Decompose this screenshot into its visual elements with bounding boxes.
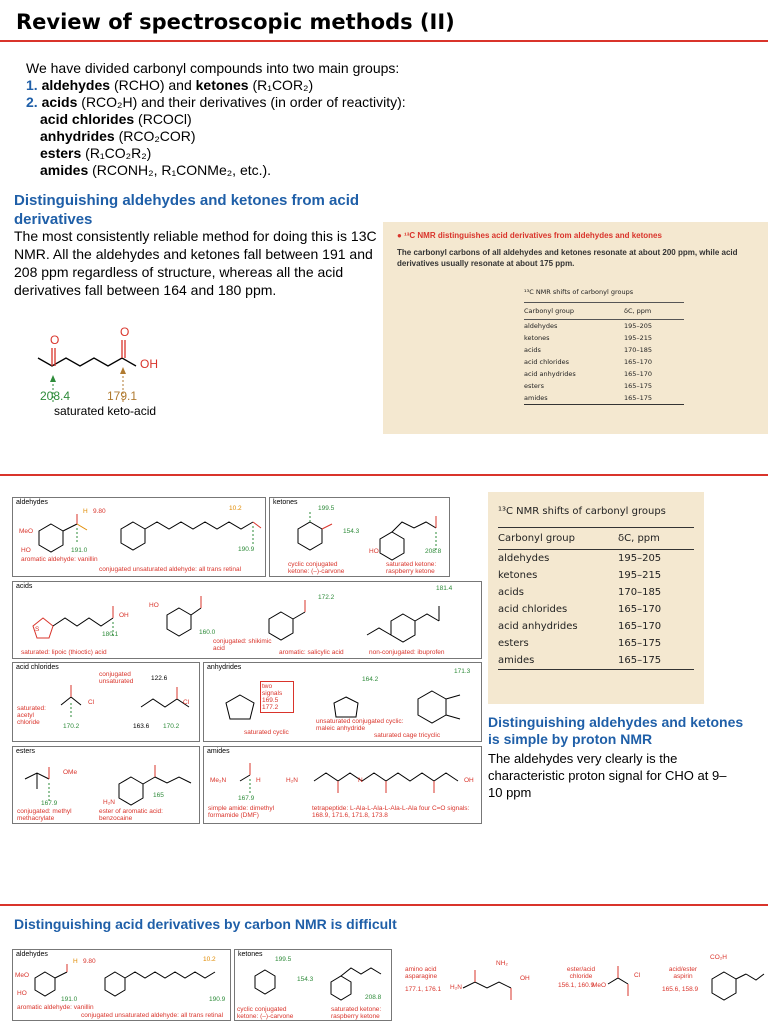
table-cell-ppm: 165–170 <box>618 621 662 632</box>
term-anhydrides: anhydrides <box>40 128 115 144</box>
raspberry-caption: saturated ketone: raspberry ketone <box>331 1006 382 1020</box>
ho-label: HO <box>149 602 159 609</box>
bottom-aldehydes-structures <box>21 964 231 1004</box>
panel-label: aldehydes <box>16 951 48 958</box>
acetyl-chloride-shift: 170.2 <box>63 723 80 730</box>
keto-acid-caption: saturated keto-acid <box>54 404 157 418</box>
panel-label: acid chlorides <box>16 664 59 671</box>
section-divider <box>0 474 768 476</box>
table-cell-ppm: 165–175 <box>624 382 653 390</box>
section-heading-carbon-nmr-difficult: Distinguishing acid derivatives by carbon NMR is difficult <box>14 916 397 932</box>
table-caption: ¹³C NMR shifts of carbonyl groups <box>498 506 666 517</box>
table-cell-group: ketones <box>498 570 538 581</box>
ome-label: OMe <box>63 769 78 776</box>
intro-item-1 <box>26 77 446 94</box>
table-cell-ppm: 165–175 <box>618 655 662 666</box>
tetrapeptide-caption: tetrapeptide: L-Ala-L-Ala-L-Ala-L-Ala four C=O signals: 168.9, 171.6, 171.8, 173.8 <box>312 805 470 819</box>
item-number: 2. <box>26 94 38 110</box>
conj-shift-170: 170.2 <box>163 723 180 730</box>
table-row <box>498 584 694 601</box>
term-text: (RCONH₂, R₁CONMe₂, etc.). <box>88 162 272 178</box>
panel-label: anhydrides <box>207 664 242 671</box>
salicylic-caption: aromatic: salicylic acid <box>279 649 344 656</box>
ester-acid-chloride-shifts: 156.1, 160.9 <box>558 982 595 989</box>
callout-title-text: ¹³C NMR distinguishes acid derivatives from aldehydes and ketones <box>404 231 662 240</box>
bottom-panel-ketones <box>234 949 392 1021</box>
lipoic-shift: 180.1 <box>102 631 119 638</box>
callout-text: The carbonyl carbons of all aldehydes and ketones resonate at about 200 ppm, while acid derivatives usually resonate at about 175 ppm. <box>397 248 738 268</box>
table-cell-ppm: 195–215 <box>618 570 662 581</box>
page-title: Review of spectroscopic methods (II) <box>16 10 455 34</box>
table-cell-group: acid chlorides <box>524 358 570 366</box>
panel-label: aldehydes <box>16 499 48 506</box>
tricyclic-caption: saturated cage tricyclic <box>374 732 441 739</box>
table-cell-group: acid chlorides <box>498 604 568 615</box>
oh-label: OH <box>464 777 474 784</box>
table-cell-group: ketones <box>524 334 550 342</box>
methacrylate-shift: 167.9 <box>41 800 58 807</box>
term-acids: acids <box>41 94 78 110</box>
table-row <box>524 344 684 356</box>
oh-label: OH <box>520 975 530 982</box>
saturated-cyclic-caption: saturated cyclic <box>244 729 289 736</box>
section-body-proton-nmr: The aldehydes very clearly is the characteristic proton signal for CHO at 9–10 ppm <box>488 751 727 800</box>
intro-line: We have divided carbonyl compounds into two main groups: <box>26 60 400 76</box>
vanillin-13c-shift: 191.0 <box>61 996 78 1003</box>
ibuprofen-shift: 181.4 <box>436 585 453 592</box>
col-group-header: Carbonyl group <box>498 533 575 544</box>
oxalyl-structure <box>602 960 642 1000</box>
intro-sub-4 <box>26 162 446 179</box>
n-label: N <box>358 777 363 784</box>
panel-amides <box>203 746 482 824</box>
shikimic-shift: 160.0 <box>199 629 216 636</box>
carvone-caption: cyclic conjugated ketone: (–)-carvone <box>237 1006 294 1020</box>
table-cell-ppm: 170–185 <box>618 587 662 598</box>
term-acid-chlorides: acid chlorides <box>40 111 135 127</box>
table-cell-ppm: 165–175 <box>624 394 653 402</box>
me2n-label: Me₂N <box>210 777 227 784</box>
aspirin-shifts: 165.6, 158.9 <box>662 986 699 993</box>
intro-item-2 <box>26 94 446 111</box>
panel-label: ketones <box>273 499 298 506</box>
retinal-caption: conjugated unsaturated aldehyde: all trans retinal <box>81 1012 224 1019</box>
shikimic-caption: conjugated: shikimic acid <box>213 638 272 652</box>
lipoic-caption: saturated: lipoic (thioctic) acid <box>21 649 107 656</box>
table-header <box>498 527 694 550</box>
h2n-label: H₂N <box>286 777 298 784</box>
bottom-panel-aldehydes <box>12 949 231 1021</box>
sulfur-label: S <box>35 626 40 633</box>
meo-label: MeO <box>15 972 30 979</box>
chloride-label: Cl <box>88 699 95 706</box>
table-body <box>524 320 684 405</box>
table-cell-ppm: 165–170 <box>618 604 662 615</box>
term-ketones: ketones <box>195 77 249 93</box>
co2h-label: CO₂H <box>710 954 727 961</box>
ho-label: HO <box>21 547 31 554</box>
term-amides: amides <box>40 162 89 178</box>
h2n-label: H₂N <box>450 984 462 991</box>
table-row <box>524 356 684 368</box>
vanillin-1h-shift: 9.80 <box>93 508 106 515</box>
aldehyde-h-label: H <box>83 508 88 515</box>
tricyclic-shift: 171.3 <box>454 668 471 675</box>
vanillin-caption: aromatic aldehyde: vanillin <box>17 1004 94 1011</box>
raspberry-ketone-shift: 208.8 <box>425 548 442 555</box>
table-row <box>498 635 694 652</box>
col-ppm-header: δC, ppm <box>618 533 660 544</box>
conj-shift-122: 122.6 <box>151 675 168 682</box>
table-row <box>524 368 684 380</box>
intro-sub-3 <box>26 145 446 162</box>
table-row <box>498 567 694 584</box>
meo-label: MeO <box>19 528 34 535</box>
acid-oh-label: OH <box>140 357 158 371</box>
term-text: (R₁CO₂R₂) <box>81 145 152 161</box>
dmf-shift: 167.9 <box>238 795 255 802</box>
table-row <box>498 601 694 618</box>
section-heading-aldehydes-vs-acid-derivatives: Distinguishing aldehydes and ketones from acid derivatives <box>14 192 360 228</box>
carvone-shift-199: 199.5 <box>275 956 292 963</box>
carbonyl-shift-table <box>488 492 704 704</box>
retinal-13c-shift: 190.9 <box>238 546 255 553</box>
panel-aldehydes <box>12 497 266 577</box>
keto-oxygen-label: O <box>50 333 60 347</box>
retinal-1h-shift: 10.2 <box>203 956 216 963</box>
table-row <box>524 320 684 332</box>
conj-shift-163: 163.6 <box>133 723 150 730</box>
acids-structures <box>19 592 479 642</box>
h-label: H <box>73 958 78 965</box>
acid-oxygen-label: O <box>120 325 130 339</box>
retinal-caption: conjugated unsaturated aldehyde: all trans retinal <box>99 566 242 573</box>
keto-acid-shift-208: 208.4 <box>40 389 71 403</box>
meo-label: MeO <box>592 982 607 989</box>
raspberry-ketone-shift: 208.8 <box>365 994 382 1001</box>
table-cell-group: esters <box>498 638 529 649</box>
carvone-shift-154: 154.3 <box>297 976 314 983</box>
term-text: (R₁COR₂) <box>248 77 314 93</box>
carvone-shift-199: 199.5 <box>318 505 335 512</box>
h-label: H <box>256 777 261 784</box>
chloride-label: Cl <box>183 699 190 706</box>
table-cell-group: aldehydes <box>524 322 558 330</box>
vanillin-13c-shift: 191.0 <box>71 547 88 554</box>
keto-acid-shift-179: 179.1 <box>107 389 138 403</box>
section-body-13c: The most consistently reliable method for doing this is 13C NMR. All the aldehydes and ketones fall between 191 and 208 ppm regardless of structure, whereas all the acid derivatives fall between 164 and 180 ppm. <box>14 228 377 298</box>
callout-title <box>397 231 662 240</box>
panel-anhydrides <box>203 662 482 742</box>
table-cell-ppm: 165–170 <box>624 358 653 366</box>
callout-shift-table <box>524 288 684 405</box>
vanillin-1h-shift: 9.80 <box>83 958 96 965</box>
term-aldehydes: aldehydes <box>41 77 111 93</box>
table-cell-ppm: 165–170 <box>624 370 653 378</box>
conjugated-caption: conjugated unsaturated <box>99 671 134 685</box>
asparagine-structure <box>455 960 545 1010</box>
table-cell-ppm: 195–205 <box>624 322 653 330</box>
panel-ketones <box>269 497 450 577</box>
carvone-shift-154: 154.3 <box>343 528 360 535</box>
panel-acids <box>12 581 482 659</box>
bullet-icon: ● <box>397 231 402 240</box>
table-header <box>524 302 684 320</box>
retinal-13c-shift: 190.9 <box>209 996 226 1003</box>
retinal-1h-shift: 10.2 <box>229 505 242 512</box>
chloride-label: Cl <box>634 972 641 979</box>
aspirin-label: acid/ester aspirin <box>668 966 698 980</box>
intro-sub-2 <box>26 128 446 145</box>
table-cell-group: esters <box>524 382 544 390</box>
callout-box <box>383 222 768 434</box>
h2n-label: H₂N <box>103 799 115 806</box>
table-cell-group: acids <box>498 587 524 598</box>
vanillin-caption: aromatic aldehyde: vanillin <box>21 556 98 563</box>
table-row <box>498 652 694 670</box>
panel-acid-chlorides <box>12 662 200 742</box>
panel-esters <box>12 746 200 824</box>
intro-sub-1 <box>26 111 446 128</box>
ho-label: HO <box>17 990 27 997</box>
title-divider <box>0 40 768 42</box>
table-cell-ppm: 195–215 <box>624 334 653 342</box>
ester-acid-chloride-label: ester/acid chloride <box>566 966 596 980</box>
asparagine-label: amino acid asparagine <box>405 966 438 980</box>
table-row <box>498 618 694 635</box>
maleic-shift: 164.2 <box>362 676 379 683</box>
aspirin-structure <box>706 962 766 1012</box>
col-group-header: Carbonyl group <box>524 307 575 315</box>
acetyl-chloride-caption: saturated: acetyl chloride <box>17 705 46 726</box>
asparagine-shifts: 177.1, 176.1 <box>405 986 442 993</box>
ho-label: HO <box>369 548 379 555</box>
benzocaine-caption: ester of aromatic acid: benzocaine <box>99 808 163 822</box>
panel-label: amides <box>207 748 230 755</box>
ibuprofen-caption: non-conjugated: ibuprofen <box>369 649 445 656</box>
item-number: 1. <box>26 77 38 93</box>
two-signals-note: two signals 169.5 177.2 <box>260 681 294 713</box>
table-row <box>524 380 684 392</box>
table-cell-group: acid anhydrides <box>524 370 576 378</box>
table-cell-group: amides <box>498 655 535 666</box>
term-text: (RCOCl) <box>134 111 192 127</box>
term-text: (RCO₂H) and their derivatives (in order of reactivity): <box>77 94 406 110</box>
table-row <box>498 550 694 567</box>
table-cell-ppm: 195–205 <box>618 553 662 564</box>
term-text: (RCHO) and <box>110 77 196 93</box>
section-heading-proton-nmr: Distinguishing aldehydes and ketones is simple by proton NMR <box>488 714 744 747</box>
benzocaine-shift: 165 <box>153 792 164 799</box>
panel-label: ketones <box>238 951 263 958</box>
raspberry-caption: saturated ketone: raspberry ketone <box>386 561 437 575</box>
col-ppm-header: δC, ppm <box>624 307 652 315</box>
table-cell-ppm: 170–185 <box>624 346 653 354</box>
intro-list <box>26 60 446 179</box>
term-text: (RCO₂COR) <box>114 128 196 144</box>
carvone-caption: cyclic conjugated ketone: (–)-carvone <box>288 561 345 575</box>
oh-label: OH <box>119 612 129 619</box>
maleic-caption: unsaturated conjugated cyclic: maleic anhydride <box>316 718 404 732</box>
table-cell-ppm: 165–175 <box>618 638 662 649</box>
dmf-caption: simple amide: dimethyl formamide (DMF) <box>208 805 275 819</box>
panel-label: acids <box>16 583 33 590</box>
table-body <box>498 550 694 670</box>
term-esters: esters <box>40 145 82 161</box>
table-row <box>524 332 684 344</box>
table-cell-group: amides <box>524 394 548 402</box>
table-caption: ¹³C NMR shifts of carbonyl groups <box>524 288 634 296</box>
table-cell-group: acid anhydrides <box>498 621 578 632</box>
section-divider <box>0 904 768 906</box>
nh2-label: NH₂ <box>496 960 508 967</box>
table-row <box>524 392 684 405</box>
panel-label: esters <box>16 748 36 755</box>
salicylic-shift: 172.2 <box>318 594 335 601</box>
methacrylate-caption: conjugated: methyl methacrylate <box>17 808 72 822</box>
table-cell-group: acids <box>524 346 541 354</box>
table-cell-group: aldehydes <box>498 553 550 564</box>
